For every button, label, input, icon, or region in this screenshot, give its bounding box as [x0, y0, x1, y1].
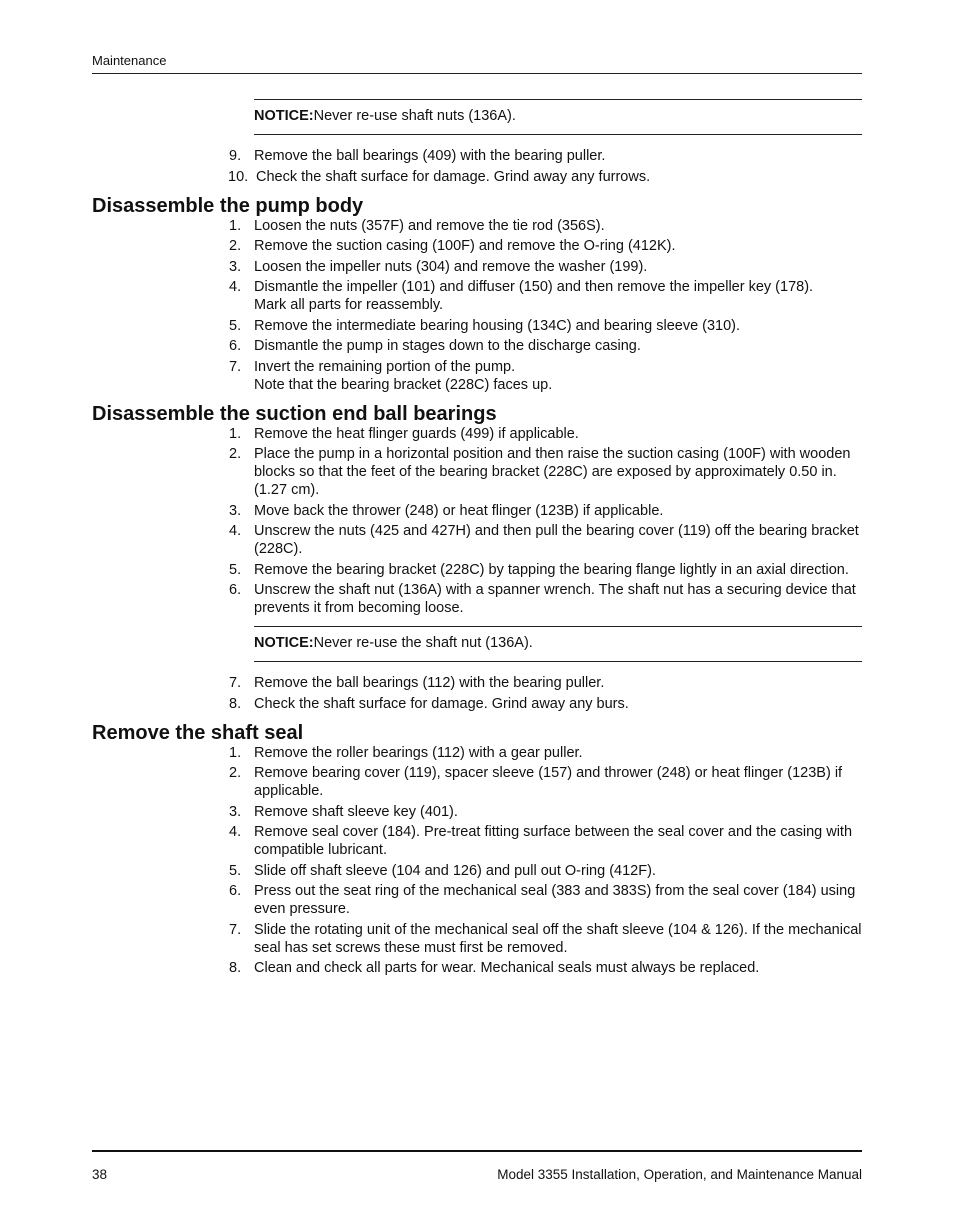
step-number: 3. [229, 803, 242, 820]
step-number: 1. [229, 744, 242, 761]
list-item [92, 823, 862, 859]
list-item [92, 278, 862, 314]
list-item [92, 695, 862, 713]
step-list [92, 674, 862, 713]
step-number: 2. [229, 238, 242, 254]
section-heading: Disassemble the suction end ball bearings [92, 402, 497, 425]
page-content [92, 99, 862, 980]
list-item [92, 764, 862, 800]
step-text: Remove the ball bearings (409) with the bearing puller. [254, 148, 606, 164]
step-text: Slide the rotating unit of the mechanical seal off the shaft sleeve (104 & 126). If the mechanical seal has set screws these must first be removed. [254, 921, 862, 956]
section-heading: Disassemble the pump body [92, 194, 364, 217]
notice-label: NOTICE: [254, 108, 314, 124]
step-text: Remove the bearing bracket (228C) by tapping the bearing flange lightly in an axial direction. [254, 561, 849, 578]
list-item [92, 317, 862, 335]
section-heading: Remove the shaft seal [92, 721, 304, 744]
step-text: Remove the ball bearings (112) with the bearing puller. [254, 675, 605, 691]
list-item [92, 147, 862, 165]
step-text: Dismantle the pump in stages down to the discharge casing. [254, 338, 641, 354]
step-text: Unscrew the shaft nut (136A) with a spanner wrench. The shaft nut has a securing device that prevents it from becoming loose. [254, 582, 856, 616]
step-number: 7. [229, 921, 242, 938]
step-number: 7. [229, 358, 242, 375]
list-item [92, 358, 862, 394]
step-text: Move back the thrower (248) or heat flinger (123B) if applicable. [254, 502, 664, 519]
step-number: 3. [229, 502, 242, 519]
step-number: 7. [229, 675, 242, 691]
step-list [92, 217, 862, 394]
list-item [92, 168, 862, 186]
step-number: 9. [229, 148, 242, 164]
list-item [92, 522, 862, 558]
notice-box [254, 99, 862, 135]
step-text: Check the shaft surface for damage. Grind away any burs. [254, 695, 629, 712]
list-item [92, 445, 862, 499]
page-number: 38 [92, 1167, 108, 1182]
running-header [92, 53, 862, 74]
list-item [92, 237, 862, 255]
list-item [92, 959, 862, 977]
step-number: 2. [229, 765, 242, 781]
notice-text: Never re-use shaft nuts (136A). [313, 108, 516, 124]
list-item [92, 882, 862, 918]
step-text: Check the shaft surface for damage. Grind away any furrows. [256, 168, 651, 185]
list-item [92, 502, 862, 520]
step-text: Loosen the impeller nuts (304) and remove the washer (199). [254, 258, 648, 275]
step-number: 3. [229, 258, 242, 275]
list-item [92, 803, 862, 821]
list-item [92, 862, 862, 880]
step-text: Remove shaft sleeve key (401). [254, 803, 458, 820]
notice-text: Never re-use the shaft nut (136A). [313, 635, 533, 651]
list-item [92, 744, 862, 762]
list-item [92, 258, 862, 276]
step-number: 4. [229, 824, 242, 840]
step-note: Mark all parts for reassembly. [254, 297, 444, 313]
step-number: 5. [229, 862, 242, 879]
header-section-label: Maintenance [92, 53, 167, 68]
step-number: 8. [229, 960, 242, 976]
step-text: Remove the heat flinger guards (499) if applicable. [254, 425, 579, 442]
step-number: 2. [229, 446, 242, 462]
step-text: Remove the roller bearings (112) with a gear puller. [254, 744, 583, 761]
list-item [92, 561, 862, 579]
list-item [92, 337, 862, 355]
step-number: 4. [229, 523, 242, 539]
step-text: Press out the seat ring of the mechanical seal (383 and 383S) from the seal cover (184) using even pressure. [254, 883, 856, 917]
step-text: Remove seal cover (184). Pre-treat fitting surface between the seal cover and the casing with compatible lubricant. [254, 824, 853, 858]
running-footer [92, 1150, 862, 1182]
step-list [92, 147, 862, 186]
notice-box [254, 626, 862, 662]
step-number: 4. [229, 279, 242, 295]
step-number: 5. [229, 561, 242, 578]
step-text: Remove the suction casing (100F) and remove the O-ring (412K). [254, 238, 676, 254]
step-text: Place the pump in a horizontal position and then raise the suction casing (100F) with wooden blocks so that the feet of the bearing bracket (228C) are exposed by approximately 0.50 in. (1.27 cm). [254, 446, 851, 498]
step-note: Note that the bearing bracket (228C) faces up. [254, 376, 553, 393]
list-item [92, 674, 862, 692]
step-text: Remove bearing cover (119), spacer sleeve (157) and thrower (248) or heat flinger (123B) if applicable. [254, 765, 843, 799]
list-item [92, 217, 862, 235]
step-number: 6. [229, 582, 242, 598]
step-list [92, 425, 862, 618]
step-text: Invert the remaining portion of the pump. [254, 358, 516, 375]
step-text: Clean and check all parts for wear. Mechanical seals must always be replaced. [254, 960, 760, 976]
list-item [92, 425, 862, 443]
step-text: Remove the intermediate bearing housing (134C) and bearing sleeve (310). [254, 317, 741, 334]
step-text: Unscrew the nuts (425 and 427H) and then pull the bearing cover (119) off the bearing bracket (228C). [254, 523, 859, 557]
step-number: 6. [229, 338, 242, 354]
step-list [92, 744, 862, 978]
manual-title: Model 3355 Installation, Operation, and Maintenance Manual [497, 1167, 862, 1182]
step-number: 1. [229, 425, 242, 442]
step-number: 8. [229, 695, 242, 712]
step-number: 5. [229, 317, 242, 334]
list-item [92, 921, 862, 957]
list-item [92, 581, 862, 617]
step-text: Slide off shaft sleeve (104 and 126) and pull out O-ring (412F). [254, 862, 656, 879]
step-text: Loosen the nuts (357F) and remove the tie rod (356S). [254, 217, 605, 234]
step-number: 10. [228, 168, 249, 185]
notice-label: NOTICE: [254, 635, 314, 651]
step-number: 6. [229, 883, 242, 899]
step-number: 1. [229, 217, 242, 234]
step-text: Dismantle the impeller (101) and diffuser (150) and then remove the impeller key (178). [254, 279, 814, 295]
